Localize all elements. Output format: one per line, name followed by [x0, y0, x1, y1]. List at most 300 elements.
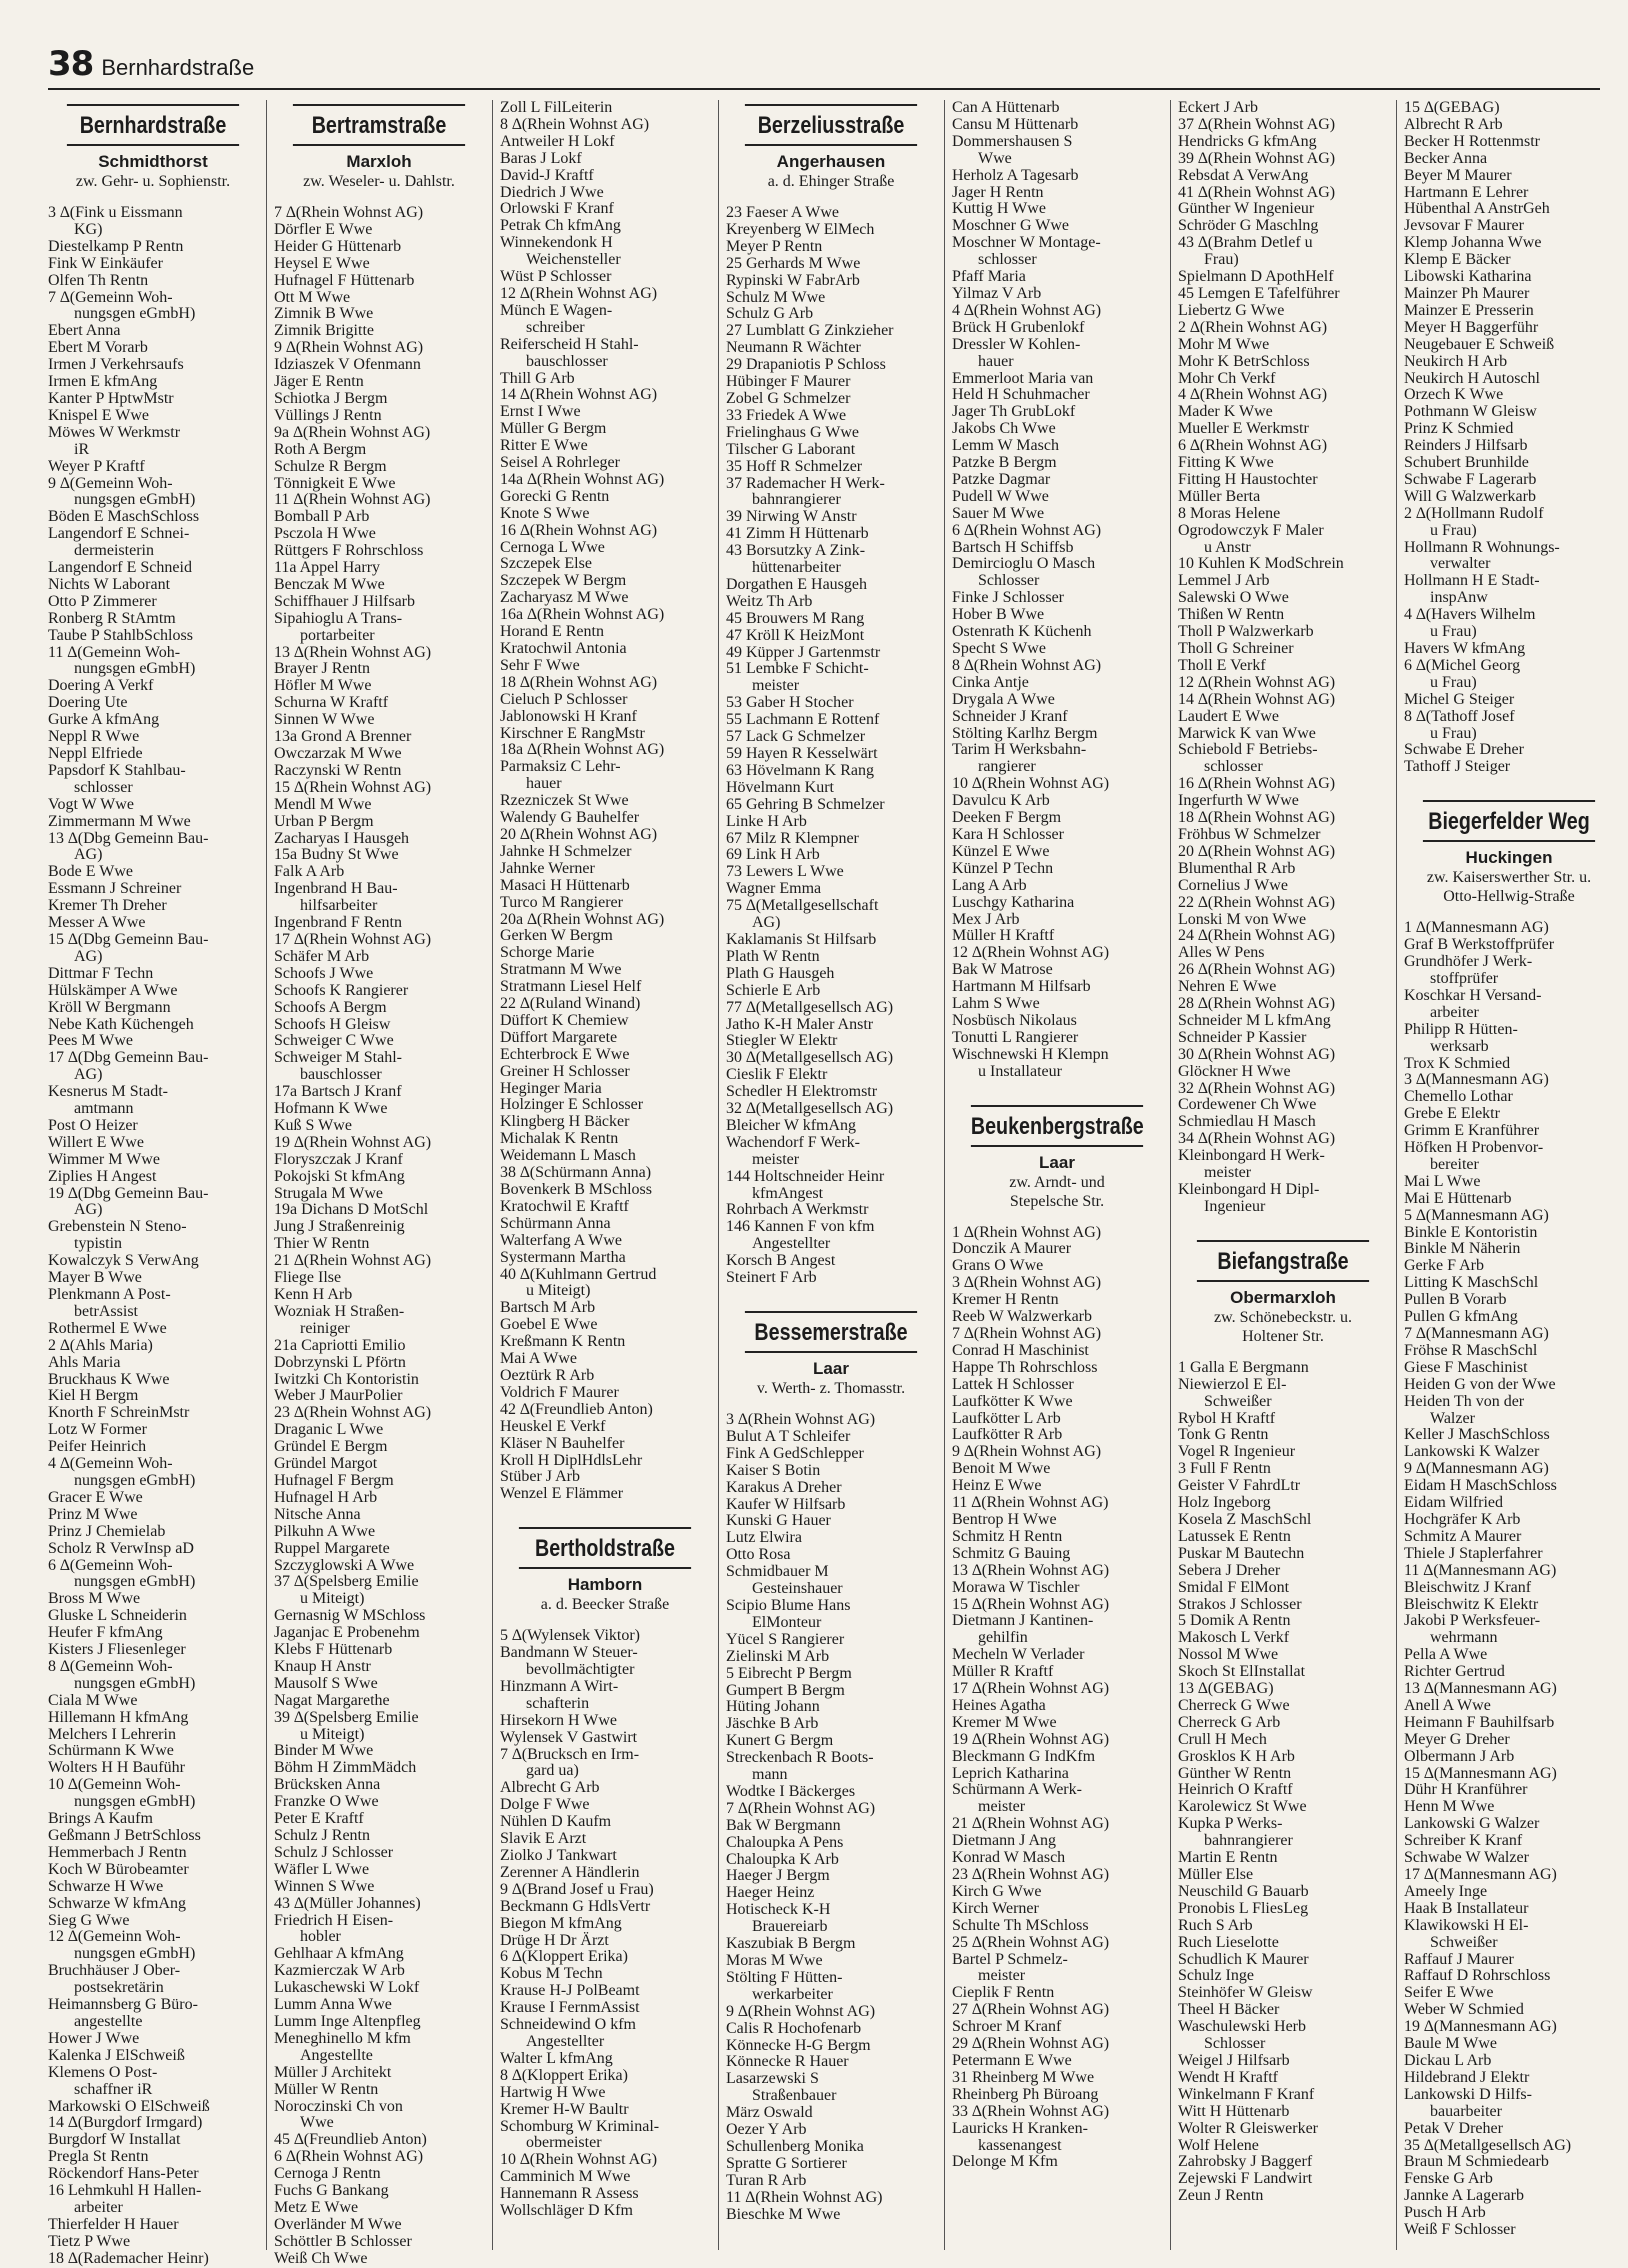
resident-entry: 33 Friedek A Wwe [726, 406, 847, 424]
resident-entry: Ziolko J Tankwart [500, 1847, 617, 1864]
resident-entry: Pokojski St kfmAng [274, 1167, 405, 1185]
resident-entry: Cornelius J Wwe [1178, 876, 1288, 894]
resident-entry: 6 ∆(Kloppert Erika) [500, 1948, 628, 1966]
resident-entry: 25 Gerhards M Wwe [726, 254, 861, 272]
resident-entry: Giese F Maschinist [1404, 1358, 1528, 1376]
resident-entry: Neukirch H Autoschl [1404, 369, 1540, 387]
resident-entry: Kremer H-W Baultr [500, 2100, 629, 2118]
entry-continuation: schreiber [526, 318, 585, 336]
resident-entry: Schwabe F Lagerarb [1404, 470, 1537, 488]
entry-continuation: Schlosser [1204, 2035, 1266, 2053]
column-6 [1178, 100, 1388, 2250]
resident-entry: Meneghinello M kfm [274, 2029, 411, 2047]
resident-entry: Willert E Wwe [48, 1133, 144, 1151]
entry-continuation: schaffner iR [74, 2080, 153, 2098]
resident-entry: Künzel P Techn [952, 859, 1054, 877]
resident-entry: Fink W Einkäufer [48, 254, 163, 272]
resident-entry: 16a ∆(Rhein Wohnst AG) [500, 606, 665, 624]
resident-entry: 17 ∆(Rhein Wohnst AG) [952, 1680, 1110, 1698]
resident-entry: Tietz P Wwe [48, 2232, 131, 2250]
resident-entry: Zacharyasz M Wwe [500, 589, 629, 607]
resident-entry: Hollmann H E Stadt- [1404, 572, 1540, 590]
entry-continuation: Weichensteller [526, 251, 621, 269]
resident-entry: Ahls Maria [48, 1353, 121, 1371]
resident-entry: 146 Kannen F von kfm [726, 1218, 875, 1236]
resident-entry: Heuskel E Verkf [500, 1417, 606, 1435]
resident-entry: Neugebauer E Schweiß [1404, 335, 1555, 353]
entry-continuation: nungsgen eGmbH) [74, 1793, 196, 1811]
resident-entry: Witt H Hüttenarb [1178, 2102, 1290, 2120]
resident-entry: Mayer B Wwe [48, 1269, 142, 1287]
resident-entry: 8 Moras Helene [1178, 504, 1281, 522]
resident-entry: Wolters H H Bauführ [48, 1759, 185, 1777]
resident-entry: Schäfer M Arb [274, 947, 370, 965]
resident-entry: 15 ∆(Mannesmann AG) [1404, 1764, 1557, 1782]
resident-entry: Tathoff J Steiger [1404, 758, 1511, 776]
resident-entry: Systermann Martha [500, 1248, 626, 1266]
resident-entry: Hirsekorn H Wwe [500, 1711, 618, 1729]
resident-entry: Dickau L Arb [1404, 2051, 1492, 2069]
resident-entry: Bartsch M Arb [500, 1299, 596, 1317]
entry-list [952, 1225, 1162, 2172]
entry-continuation: Ingenieur [1204, 1197, 1266, 1215]
resident-entry: Kleinbongard H Dipl- [1178, 1181, 1320, 1198]
resident-entry: Nehren E Wwe [1178, 978, 1277, 996]
resident-entry: 37 ∆(Rhein Wohnst AG) [1178, 115, 1336, 133]
entry-list [1178, 1360, 1388, 2205]
resident-entry: Müller R Kraftf [952, 1663, 1054, 1681]
resident-entry: Cinka Antje [952, 673, 1029, 691]
resident-entry: Dietmann J Kantinen- [952, 1612, 1094, 1630]
resident-entry: Strakos J Schlosser [1178, 1595, 1302, 1613]
resident-entry: Mendl M Wwe [274, 795, 372, 813]
resident-entry: Jaganjac E Probenehm [274, 1624, 420, 1642]
resident-entry: 32 ∆(Metallgesellsch AG) [726, 1100, 894, 1118]
resident-entry: Krause H-J PolBeamt [500, 1982, 640, 2000]
resident-entry: Grebe E Elektr [1404, 1105, 1500, 1123]
resident-entry: 47 Kröll K HeizMont [726, 626, 865, 644]
resident-entry: März Oswald [726, 2104, 813, 2122]
resident-entry: Hochgräfer K Arb [1404, 1510, 1521, 1528]
resident-entry: Schwarze W kfmAng [48, 1894, 187, 1912]
district-name: Hamborn [567, 1575, 643, 1595]
resident-entry: Kaiser S Botin [726, 1461, 821, 1479]
resident-entry: Turco M Rangierer [500, 893, 623, 911]
resident-entry: Can A Hüttenarb [952, 99, 1060, 116]
resident-entry: Benczak M Wwe [274, 575, 385, 593]
resident-entry: Fuchs G Bankang [274, 2182, 389, 2200]
district-name: Laar [813, 1359, 849, 1378]
resident-entry: Kanter P HptwMstr [48, 389, 174, 407]
entry-continuation: gehilfin [978, 1629, 1028, 1647]
entry-continuation: gard ua) [526, 1762, 579, 1780]
resident-entry: 144 Holtschneider Heinr [726, 1167, 885, 1185]
resident-entry: 19 ∆(Rhein Wohnst AG) [274, 1133, 432, 1151]
resident-entry: Spielmann D ApothHelf [1178, 268, 1334, 286]
resident-entry: Laudert E Wwe [1178, 707, 1279, 725]
resident-entry: Mader K Wwe [1178, 403, 1273, 421]
resident-entry: Cieplik F Rentn [952, 1984, 1055, 2002]
resident-entry: 51 Lembke F Schicht- [726, 660, 869, 678]
resident-entry: 2 ∆(Hollmann Rudolf [1404, 504, 1544, 522]
resident-entry: Holz Ingeborg [1178, 1494, 1271, 1512]
resident-entry: 37 ∆(Spelsberg Emilie [274, 1573, 419, 1591]
resident-entry: Schulte Th MSchloss [952, 1916, 1089, 1934]
resident-entry: Dolge F Wwe [500, 1796, 590, 1814]
resident-entry: Dressler W Kohlen- [952, 335, 1081, 353]
resident-entry: Otto P Zimmerer [48, 592, 157, 610]
resident-entry: Bovenkerk B MSchloss [500, 1181, 652, 1198]
header-rule [48, 88, 1600, 90]
resident-entry: Fröhbus W Schmelzer [1178, 825, 1321, 843]
resident-entry: Mecheln W Verlader [952, 1646, 1085, 1664]
entry-continuation: angestellte [74, 2012, 143, 2030]
street-range: zw. Gehr- u. Sophienstr. [75, 173, 231, 190]
entry-continuation: betrAssist [74, 1302, 138, 1320]
resident-entry: Pullen G kfmAng [1404, 1308, 1518, 1326]
resident-entry: 13 ∆(GEBAG) [1178, 1680, 1274, 1698]
resident-entry: Chaloupka A Pens [726, 1833, 844, 1851]
entry-continuation: u Miteigt) [526, 1282, 591, 1300]
resident-entry: 14 ∆(Rhein Wohnst AG) [1178, 690, 1336, 708]
resident-entry: Schulz M Wwe [726, 288, 826, 306]
resident-entry: Weyer P Kraftf [48, 457, 145, 475]
resident-entry: Ritter E Wwe [500, 437, 588, 455]
resident-entry: Jager H Rentn [952, 183, 1044, 201]
resident-entry: Taube P StahlbSchloss [48, 626, 193, 644]
resident-entry: 59 Hayen R Kesselwärt [726, 745, 878, 762]
resident-entry: Cherreck G Wwe [1178, 1696, 1290, 1714]
resident-entry: 14 ∆(Rhein Wohnst AG) [500, 386, 658, 404]
resident-entry: Winnen S Wwe [274, 1877, 375, 1895]
resident-entry: Zimmermann M Wwe [48, 812, 191, 830]
resident-entry: 8 ∆(Tathoff Josef [1404, 707, 1515, 725]
resident-entry: Bulut A T Schleifer [726, 1427, 851, 1445]
resident-entry: 32 ∆(Rhein Wohnst AG) [1178, 1079, 1336, 1097]
resident-entry: Psczola H Wwe [274, 525, 376, 543]
resident-entry: Brings A Kaufm [48, 1810, 153, 1828]
street-heading: Bertholdstraße [519, 1527, 691, 1569]
resident-entry: 43 Borsutzky A Zink- [726, 542, 866, 560]
column-rule [492, 100, 493, 2250]
entry-continuation: bauschlosser [300, 1066, 382, 1084]
resident-entry: Bartel P Schmelz- [952, 1950, 1068, 1968]
resident-entry: 3 ∆(Rhein Wohnst AG) [726, 1411, 876, 1428]
resident-entry: Kuttig H Wwe [952, 200, 1046, 218]
resident-entry: 4 ∆(Rhein Wohnst AG) [952, 301, 1102, 319]
resident-entry: 30 ∆(Metallgesellsch AG) [726, 1049, 894, 1067]
street-heading: Bernhardstraße [67, 104, 239, 146]
resident-entry: Sehr F Wwe [500, 656, 580, 674]
entry-continuation: Straßenbauer [752, 2087, 837, 2105]
street-range: zw. Arndt- und Stepelsche Str. [1009, 1173, 1105, 1210]
resident-entry: Pusch H Arb [1404, 2204, 1486, 2222]
resident-entry: Hofmann K Wwe [274, 1100, 388, 1118]
resident-entry: Beckmann G HdlsVertr [500, 1897, 651, 1915]
entry-continuation: Wwe [300, 2114, 334, 2132]
resident-entry: Heufer F kfmAng [48, 1624, 163, 1642]
resident-entry: 3 Full F Rentn [1178, 1460, 1271, 1478]
resident-entry: 20 ∆(Rhein Wohnst AG) [500, 825, 658, 843]
resident-entry: Schullenberg Monika [726, 2137, 864, 2155]
resident-entry: Kobus M Techn [500, 1965, 603, 1983]
resident-entry: Moschner G Wwe [952, 217, 1070, 235]
resident-entry: Müller H Kraftf [952, 927, 1055, 945]
resident-entry: Drüge H Dr Ärzt [500, 1931, 609, 1949]
resident-entry: Wenzel E Flämmer [500, 1485, 624, 1503]
resident-entry: Binkle E Kontoristin [1404, 1223, 1538, 1241]
resident-entry: Hübinger F Maurer [726, 373, 851, 391]
resident-entry: Münch E Wagen- [500, 301, 613, 319]
street-range: zw. Weseler- u. Dahlstr. [303, 173, 455, 190]
resident-entry: Idziaszek V Ofenmann [274, 356, 421, 374]
resident-entry: Schmiedlau H Masch [1178, 1113, 1316, 1131]
resident-entry: Tönnigkeit E Wwe [274, 474, 396, 492]
resident-entry: Weiß F Schlosser [1404, 2221, 1516, 2239]
resident-entry: Lemmel J Arb [1178, 572, 1270, 590]
entry-continuation: Schweißer [1430, 1933, 1498, 1951]
resident-entry: Grosklos K H Arb [1178, 1747, 1295, 1765]
resident-entry: Lattek H Schlosser [952, 1375, 1074, 1393]
resident-entry: 35 ∆(Metallgesellsch AG) [1404, 2136, 1572, 2154]
resident-entry: Kratochwil E Kraftf [500, 1197, 629, 1215]
resident-entry: 16 ∆(Rhein Wohnst AG) [500, 521, 658, 539]
resident-entry: Oezer Y Arb [726, 2121, 807, 2139]
resident-entry: Laufkötter R Arb [952, 1426, 1063, 1444]
resident-entry: Kenn H Arb [274, 1286, 353, 1303]
resident-entry: Bode E Wwe [48, 863, 134, 881]
page-running-head: Bernhardstraße [101, 55, 255, 80]
resident-entry: 55 Lachmann E Rottenf [726, 711, 880, 729]
entry-continuation: AG) [74, 947, 103, 965]
resident-entry: Schoofs H Gleisw [274, 1015, 391, 1033]
resident-entry: 65 Gehring B Schmelzer [726, 795, 885, 813]
resident-entry: Schulz J Schlosser [274, 1843, 394, 1861]
resident-entry: Raczynski W Rentn [274, 761, 402, 779]
resident-entry: Delonge M Kfm [952, 2153, 1058, 2171]
resident-entry: Neuschild G Bauarb [1178, 1882, 1309, 1900]
street-heading: Beukenbergstraße [971, 1105, 1143, 1147]
resident-entry: Donczik A Maurer [952, 1240, 1072, 1258]
resident-entry: 5 ∆(Mannesmann AG) [1404, 1206, 1549, 1224]
resident-entry: Hufnagel F Bergm [274, 1471, 394, 1489]
resident-entry: Graf B Werkstoffprüfer [1404, 936, 1555, 954]
resident-entry: 4 ∆(Havers Wilhelm [1404, 606, 1536, 624]
resident-entry: Roth A Bergm [274, 440, 367, 458]
resident-entry: Brayer J Rentn [274, 660, 370, 678]
resident-entry: Hüting Johann [726, 1698, 820, 1716]
resident-entry: Kreyenberg W ElMech [726, 220, 875, 238]
resident-entry: 2 ∆(Rhein Wohnst AG) [1178, 318, 1328, 336]
resident-entry: Schröder G Maschlng [1178, 217, 1319, 235]
resident-entry: Lankowski G Walzer [1404, 1815, 1540, 1833]
resident-entry: Koschkar H Versand- [1404, 986, 1542, 1004]
resident-entry: Schulze R Bergm [274, 457, 387, 475]
resident-entry: Kisters J Fliesenleger [48, 1641, 186, 1659]
entry-continuation: hüttenarbeiter [752, 559, 841, 577]
resident-entry: Rebsdat A VerwAng [1178, 166, 1309, 184]
resident-entry: 21 ∆(Rhein Wohnst AG) [952, 1815, 1110, 1833]
resident-entry: Wylensek V Gastwirt [500, 1728, 638, 1746]
resident-entry: Lang A Arb [952, 876, 1027, 894]
resident-entry: Gerken W Bergm [500, 927, 613, 945]
resident-entry: Kremer M Wwe [952, 1713, 1057, 1731]
resident-entry: Rypinski W FabrArb [726, 271, 860, 289]
resident-entry: 11 ∆(Gemeinn Woh- [48, 643, 181, 661]
resident-entry: Vogt W Wwe [48, 795, 134, 813]
resident-entry: 15 ∆(Dbg Gemeinn Bau- [48, 930, 209, 948]
resident-entry: Sinnen W Wwe [274, 711, 375, 729]
resident-entry: Schiffhauer J Hilfsarb [274, 592, 415, 610]
resident-entry: Ronberg R StAmtm [48, 609, 176, 627]
resident-entry: Müller G Bergm [500, 420, 607, 438]
resident-entry: Hinzmann A Wirt- [500, 1677, 619, 1695]
resident-entry: Jakobi P Werksfeuer- [1404, 1612, 1541, 1630]
resident-entry: Walterfang A Wwe [500, 1231, 622, 1249]
resident-entry: Schwabe E Dreher [1404, 741, 1524, 759]
resident-entry: Sauer M Wwe [952, 504, 1045, 522]
resident-entry: Grans O Wwe [952, 1257, 1044, 1275]
resident-entry: Höfken H Probenvor- [1404, 1139, 1544, 1157]
district-name: Schmidthorst [98, 152, 208, 171]
resident-entry: 9 ∆(Mannesmann AG) [1404, 1460, 1549, 1478]
entry-continuation: kfmAngest [752, 1184, 824, 1202]
resident-entry: Tholl G Schreiner [1178, 640, 1294, 657]
entry-continuation: nungsgen eGmbH) [74, 1945, 196, 1963]
resident-entry: Liebertz G Wwe [1178, 301, 1285, 319]
resident-entry: Will G Walzwerkarb [1404, 487, 1536, 505]
resident-entry: Turan R Arb [726, 2171, 807, 2189]
resident-entry: Emmerloot Maria van [952, 369, 1094, 387]
resident-entry: Bandmann W Steuer- [500, 1644, 638, 1662]
resident-entry: Pilkuhn A Wwe [274, 1522, 376, 1540]
resident-entry: Olbermann J Arb [1404, 1747, 1515, 1765]
resident-entry: 14a ∆(Rhein Wohnst AG) [500, 470, 665, 488]
resident-entry: Eidam Wilfried [1404, 1494, 1504, 1512]
resident-entry: Gurke A kfmAng [48, 711, 160, 729]
resident-entry: Steinhöfer W Gleisw [1178, 1984, 1313, 2002]
entry-continuation: u Frau) [1430, 673, 1477, 691]
resident-entry: Schulz Inge [1178, 1967, 1254, 1985]
column-rule [944, 100, 945, 2250]
resident-entry: Goebel E Wwe [500, 1316, 598, 1334]
resident-entry: Weber W Schmied [1404, 2001, 1524, 2019]
resident-entry: 6 ∆(Michel Georg [1404, 656, 1521, 674]
entry-continuation: schafterin [526, 1694, 590, 1712]
resident-entry: Hollmann R Wohnungs- [1404, 538, 1560, 556]
resident-entry: Finke J Schlosser [952, 589, 1064, 607]
resident-entry: Linke H Arb [726, 812, 807, 830]
resident-entry: Puskar M Bautechn [1178, 1544, 1305, 1562]
entry-continuation: arbeiter [74, 2198, 123, 2216]
resident-entry: 5 Domik A Rentn [1178, 1612, 1291, 1630]
resident-entry: 11 ∆(Mannesmann AG) [1404, 1561, 1557, 1579]
resident-entry: Schmitz A Maurer [1404, 1527, 1522, 1545]
street-heading: Bertramstraße [293, 104, 465, 146]
resident-entry: Thiele J Staplerfahrer [1404, 1544, 1543, 1562]
resident-entry: Petak V Dreher [1404, 2119, 1503, 2137]
resident-entry: 40 ∆(Kuhlmann Gertrud [500, 1265, 657, 1283]
resident-entry: Drygala A Wwe [952, 690, 1055, 708]
resident-entry: Schulz G Arb [726, 305, 814, 323]
resident-entry: Scipio Blume Hans [726, 1596, 851, 1614]
resident-entry: Stratmann M Wwe [500, 961, 622, 979]
resident-entry: Dorgathen E Hausgeh [726, 575, 867, 593]
resident-entry: Ebert M Vorarb [48, 339, 148, 357]
entry-continuation: u Anstr [1204, 538, 1251, 556]
resident-entry: Mai E Hüttenarb [1404, 1189, 1512, 1207]
entry-continuation: Angestellte [300, 2046, 373, 2064]
resident-entry: Rüttgers F Rohrschloss [274, 542, 424, 560]
resident-entry: Held H Schuhmacher [952, 386, 1090, 404]
resident-entry: Floryszczak J Kranf [274, 1150, 403, 1168]
resident-entry: 73 Lewers L Wwe [726, 863, 844, 881]
column-2 [274, 100, 484, 2267]
resident-entry: Patzke B Bergm [952, 454, 1057, 472]
resident-entry: 6 ∆(Rhein Wohnst AG) [274, 2148, 424, 2166]
resident-entry: Wolter R Gleiswerker [1178, 2119, 1318, 2137]
resident-entry: 6 ∆(Rhein Wohnst AG) [1178, 437, 1328, 455]
resident-entry: Kremer H Rentn [952, 1291, 1059, 1309]
resident-entry: Streckenbach R Boots- [726, 1749, 874, 1767]
entry-continuation: u Miteigt) [300, 1725, 365, 1743]
resident-entry: Rheinberg Ph Büroang [952, 2085, 1099, 2103]
resident-entry: Michel G Steiger [1404, 690, 1515, 708]
street-heading: Biefangstraße [1197, 1240, 1369, 1282]
resident-entry: Trox K Schmied [1404, 1054, 1511, 1072]
resident-entry: Schneider M L kfmAng [1178, 1011, 1331, 1029]
resident-entry: Becker Anna [1404, 149, 1488, 167]
resident-entry: Bentrop H Wwe [952, 1510, 1057, 1528]
resident-entry: Gründel E Bergm [274, 1438, 388, 1456]
entry-continuation: kassenangest [978, 2136, 1062, 2154]
resident-entry: Schoofs J Wwe [274, 964, 374, 982]
resident-entry: Horand E Rentn [500, 623, 604, 641]
resident-entry: Meyer H Baggerführ [1404, 318, 1539, 336]
resident-entry: Hülskämper A Wwe [48, 981, 178, 999]
resident-entry: Hillemann H kfmAng [48, 1708, 189, 1726]
resident-entry: Friedrich H Eisen- [274, 1911, 394, 1929]
resident-entry: 7 ∆(Rhein Wohnst AG) [952, 1325, 1102, 1342]
resident-entry: Lasarzewski S [726, 2070, 819, 2088]
resident-entry: Raffauf J Maurer [1404, 1950, 1514, 1968]
resident-entry: Kremer Th Dreher [48, 897, 167, 915]
resident-entry: Schomburg W Kriminal- [500, 2117, 660, 2135]
resident-entry: Wolf Helene [1178, 2136, 1259, 2154]
resident-entry: Hower J Wwe [48, 2029, 140, 2047]
resident-entry: 5 ∆(Wylensek Viktor) [500, 1627, 640, 1645]
resident-entry: Eckert J Arb [1178, 99, 1258, 116]
resident-entry: Zimnik B Wwe [274, 305, 374, 323]
resident-entry: Lankowski K Walzer [1404, 1443, 1540, 1461]
resident-entry: Morawa W Tischler [952, 1578, 1080, 1596]
resident-entry: Neukirch H Arb [1404, 352, 1508, 370]
resident-entry: Möwes W Werkmstr [48, 423, 181, 441]
resident-entry: 69 Link H Arb [726, 846, 820, 864]
resident-entry: Havers W kfmAng [1404, 640, 1526, 657]
resident-entry: Szczyglowski A Wwe [274, 1556, 415, 1574]
resident-entry: Richter Gertrud [1404, 1663, 1505, 1681]
district-name: Huckingen [1465, 848, 1553, 868]
resident-entry: Dittmar F Techn [48, 964, 154, 982]
resident-entry: Cansu M Hüttenarb [952, 115, 1079, 133]
resident-entry: Binkle M Näherin [1404, 1240, 1521, 1258]
resident-entry: Sieg G Wwe [48, 1911, 130, 1929]
entry-continuation: AG) [752, 914, 781, 932]
resident-entry: 7 ∆(Rhein Wohnst AG) [274, 204, 424, 221]
resident-entry: Grebenstein N Steno- [48, 1218, 187, 1236]
resident-entry: Winnekendonk H [500, 234, 613, 252]
